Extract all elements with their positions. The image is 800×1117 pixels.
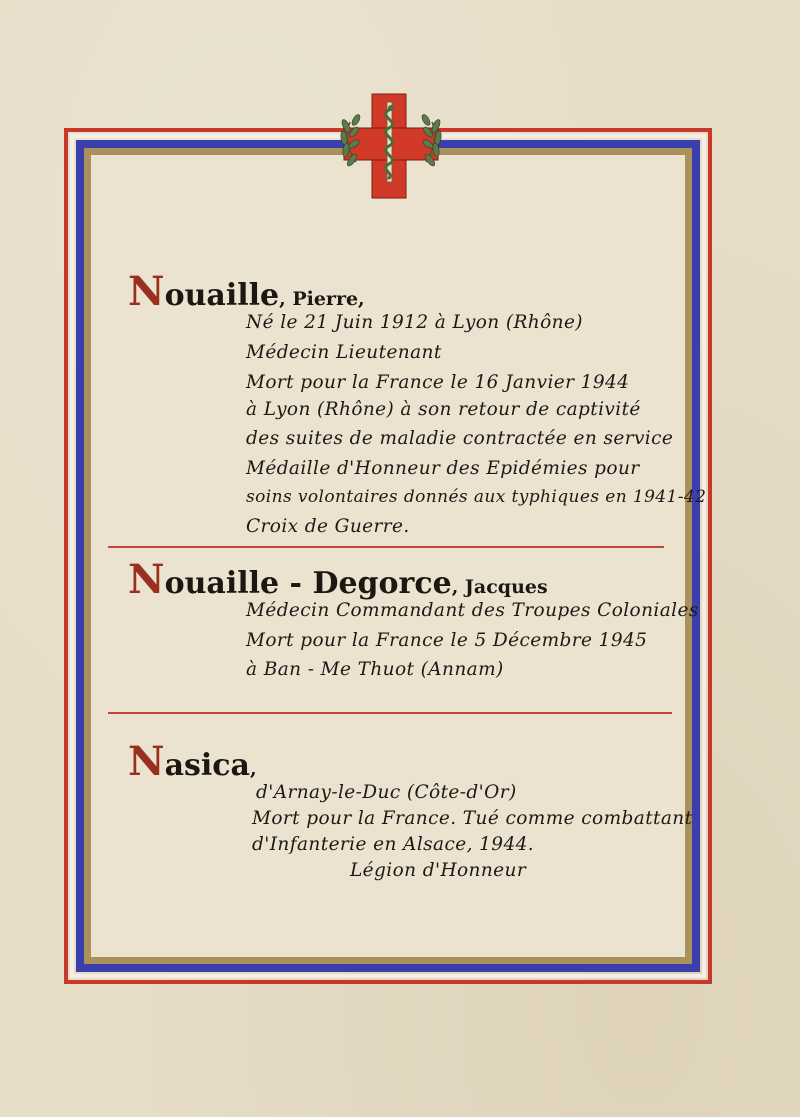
- entry-2-line-3: à Ban - Me Thuot (Annam): [246, 659, 504, 680]
- entry-1-line-8: Croix de Guerre.: [246, 516, 410, 537]
- entry-3-line-4: Légion d'Honneur: [350, 860, 527, 881]
- entry-3-initial: N: [128, 738, 165, 785]
- entry-2-line-1: Médecin Commandant des Troupes Coloniales: [246, 600, 699, 621]
- entry-3-line-1: d'Arnay-le-Duc (Côte-d'Or): [256, 782, 517, 803]
- entry-3-name: [128, 738, 257, 785]
- entry-1-line-4: à Lyon (Rhône) à son retour de captivité: [246, 399, 641, 420]
- entry-1-line-1: Né le 21 Juin 1912 à Lyon (Rhône): [246, 312, 583, 333]
- entry-2-name: [128, 556, 548, 603]
- entry-1-line-7: soins volontaires donnés aux typhiques en 1941-42: [246, 487, 707, 507]
- entry-3-line-3: d'Infanterie en Alsace, 1944.: [252, 834, 535, 855]
- entry-2-initial: N: [128, 556, 165, 603]
- entry-2-surname: ouaille - Degorce: [164, 566, 452, 601]
- entry-1-line-6: Médaille d'Honneur des Epidémies pour: [246, 458, 640, 479]
- entry-2-given-name: , Jacques: [451, 576, 548, 598]
- entry-1-line-2: Médecin Lieutenant: [246, 342, 442, 363]
- separator-2: [108, 712, 672, 714]
- entry-3-line-2: Mort pour la France. Tué comme combattant: [252, 808, 693, 829]
- entry-1-line-3: Mort pour la France le 16 Janvier 1944: [246, 372, 630, 393]
- entry-2-line-2: Mort pour la France le 5 Décembre 1945: [246, 630, 648, 651]
- entry-1-name: [128, 268, 365, 315]
- entry-3-surname: asica: [164, 748, 250, 783]
- entry-1-line-5: des suites de maladie contractée en service: [246, 428, 674, 449]
- entry-3-given-name: ,: [250, 758, 257, 780]
- entry-1-surname: ouaille: [164, 278, 280, 313]
- entry-1-initial: N: [128, 268, 165, 315]
- red-cross-emblem-icon: [336, 92, 446, 200]
- entry-1-given-name: , Pierre,: [279, 288, 365, 310]
- separator-1: [108, 546, 664, 548]
